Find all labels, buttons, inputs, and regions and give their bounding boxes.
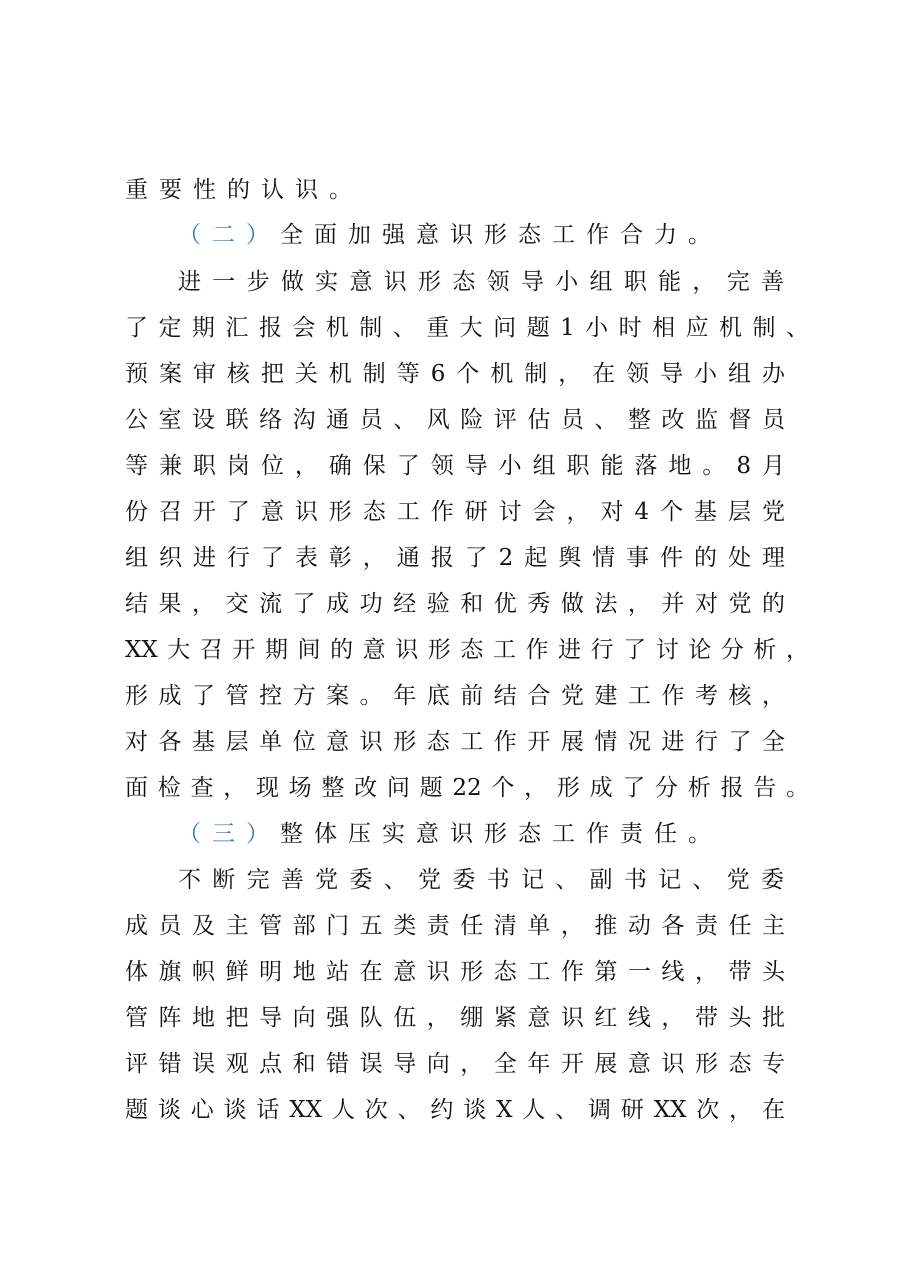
text-line-14: 面检查，现场整改问题22个，形成了分析报告。: [125, 775, 809, 801]
text-line-16: 不断完善党委、党委书记、副书记、党委: [178, 867, 784, 893]
text-line-12: 形成了管控方案。年底前结合党建工作考核，: [125, 683, 785, 709]
section-heading-3: [178, 812, 738, 856]
text-line-3: 进一步做实意识形态领导小组职能，完善: [178, 269, 784, 295]
text-line-11: XX大召开期间的意识形态工作进行了讨论分析，: [125, 637, 809, 663]
section-heading-2: [178, 213, 738, 257]
text-line-7: 等兼职岗位，确保了领导小组职能落地。8月: [125, 453, 785, 479]
section-number-2: （二）: [178, 222, 280, 248]
text-line-1: 重要性的认识。: [125, 177, 363, 203]
section-number-3: （三）: [178, 821, 280, 847]
text-line-8: 份召开了意识形态工作研讨会，对4个基层党: [125, 499, 785, 525]
text-line-17: 成员及主管部门五类责任清单，推动各责任主: [125, 913, 785, 939]
section-title-3: 整体压实意识形态工作责任。: [280, 821, 722, 847]
text-line-21: 题谈心谈话XX人次、约谈X人、调研XX次，在: [125, 1097, 785, 1123]
text-line-4: 了定期汇报会机制、重大问题1小时相应机制、: [125, 315, 809, 341]
text-line-18: 体旗帜鲜明地站在意识形态工作第一线，带头: [125, 959, 785, 985]
text-line-9: 组织进行了表彰，通报了2起舆情事件的处理: [125, 545, 785, 571]
text-line-5: 预案审核把关机制等6个机制，在领导小组办: [125, 361, 785, 387]
text-line-20: 评错误观点和错误导向，全年开展意识形态专: [125, 1051, 785, 1077]
text-line-10: 结果，交流了成功经验和优秀做法，并对党的: [125, 591, 785, 617]
section-title-2: 全面加强意识形态工作合力。: [280, 222, 722, 248]
text-line-13: 对各基层单位意识形态工作开展情况进行了全: [125, 729, 785, 755]
text-line-19: 管阵地把导向强队伍，绷紧意识红线，带头批: [125, 1005, 785, 1031]
text-line-6: 公室设联络沟通员、风险评估员、整改监督员: [125, 407, 785, 433]
